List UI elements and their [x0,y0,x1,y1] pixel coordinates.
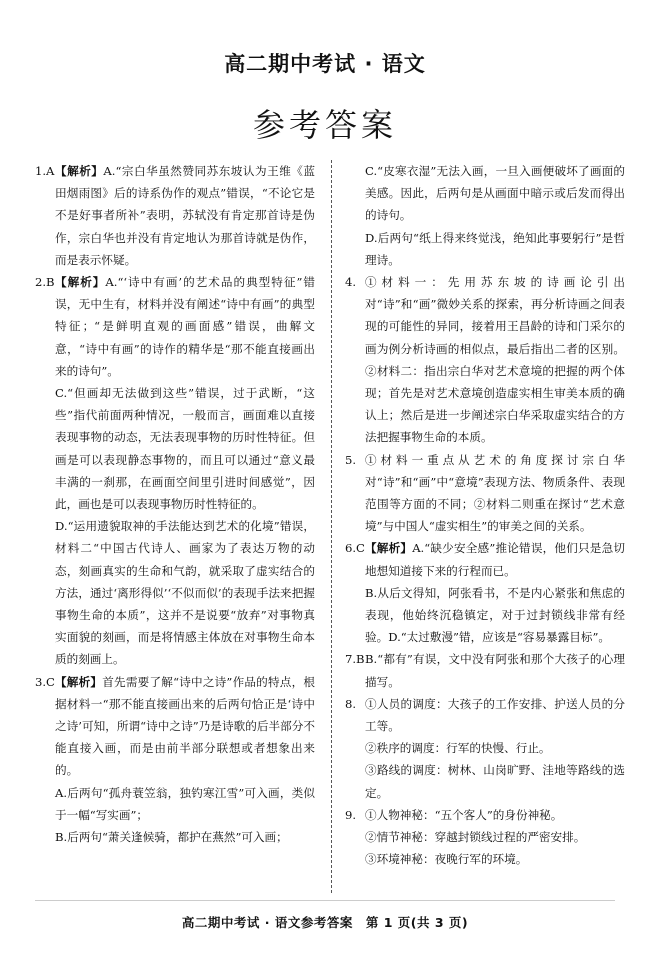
answer-item [345,449,625,538]
answer-item [35,671,315,849]
answer-item [35,160,315,271]
answer-item [345,648,625,692]
question-number: 9. [345,807,357,822]
analysis-tag: 【解析】 [55,164,104,178]
answer-text: ②秩序的调度：行军的快慢、行止。 [365,741,551,756]
answer-text: A.“宗白华虽然赞同苏东坡认为王维《蓝田烟雨图》后的诗系伪作的观点”错误，“不论它是不是好事者所补”表明，苏轼没有肯定那首诗是伪作，宗白华也并没有肯定地认为那首诗就是伪作，而是表示怀疑。 [55,164,315,267]
answer-text: A.“‘诗中有画’的艺术品的典型特征”错误，无中生有，材料并没有阐述“诗中有画”的典型特征；“是鲜明直观的画面感”错误，曲解文意，“诗中有画”的诗作的精华是“那不能直接画出来的诗句”。 [55,275,315,378]
left-column [35,160,315,848]
answer-paragraph [365,449,625,538]
question-number: 8. [345,696,357,711]
answer-text: C.“皮寒衣湿”无法入画，一旦入画便破坏了画面的美感。因此，后两句是从画面中暗示或后发而得出的诗句。 [365,164,625,223]
question-number: 4. [345,275,357,290]
page-title: 参考答案 [252,106,397,144]
answer-text: ③环境神秘：夜晚行军的环境。 [365,852,528,867]
answer-paragraph [365,693,625,737]
answer-text: ①人物神秘：“五个客人”的身份神秘。 [365,807,563,822]
answer-text: ①材料一：先用苏东坡的诗画论引出对“诗”和“画”微妙关系的探索，再分析诗画之间表现的可能性的异同，接着用王昌龄的诗和门采尔的画为例分析诗画的相似点，最后指出二者的区别。②材料二：指出宗白华对艺术意境的把握的两个体现；首先是对艺术意境创造虚实相生审美本质的确认上；然后是进一步阐述宗白华采取虚实结合的方法把握事物生命的本质。 [365,275,625,445]
question-number: 7.B [345,652,365,667]
answer-paragraph [365,227,625,271]
right-column [345,160,625,871]
answer-paragraph [55,782,315,826]
answer-item [345,537,625,648]
answer-text: D.后两句“纸上得来终觉浅，绝知此事要躬行”是哲理诗。 [365,230,625,267]
question-number: 6.C [345,541,365,556]
answer-item [345,271,625,449]
question-number: 3.C [35,674,55,689]
answer-text: B.“都有”有误，文中没有阿张和那个大孩子的心理描写。 [365,652,625,689]
page-footer: 高二期中考试 · 语文参考答案 第 1 页(共 3 页) [181,915,469,930]
answer-paragraph [365,759,625,803]
answer-paragraph [55,671,315,782]
answer-item [345,804,625,871]
question-number: 2.B [35,275,55,290]
analysis-tag: 【解析】 [55,275,106,290]
answer-text: C.“但画却无法做到这些”错误，过于武断，“这些”指代前面两种情况，一般而言，画面难以直接表现事物的动态，无法表现事物的历时性特征。但画是可以表现静态事物的，而且可以通过“意义最丰满的一刹那，在画面空间里引进时间感觉”，因此，画也是可以表现事物历时性特征的。 [55,386,315,512]
answer-paragraph [55,382,315,515]
answer-text: A.“缺少安全感”推论错误，他们只是急切地想知道接下来的行程而已。 [365,541,625,578]
answer-paragraph [365,160,625,227]
answer-paragraph [365,648,625,692]
analysis-tag: 【解析】 [365,541,413,556]
answer-text: B.从后文得知，阿张看书，不是内心紧张和焦虑的表现，他始终沉稳镇定，对于过封锁线非常有经验。D.“太过敷漫”错，应该是“容易暴露目标”。 [365,585,625,645]
answer-text: ①人员的调度：大孩子的工作安排、护送人员的分工等。 [365,696,625,734]
column-divider [331,160,332,893]
answer-paragraph [55,271,315,382]
footer-rule [35,900,615,901]
answer-paragraph [55,826,315,848]
analysis-tag: 【解析】 [55,674,103,689]
answer-item [345,160,625,271]
question-number: 1.A [35,164,55,178]
answer-paragraph [55,160,315,271]
answer-paragraph [365,582,625,649]
answer-paragraph [55,515,315,670]
answer-item [345,693,625,804]
answer-text: ③路线的调度：树林、山岗旷野、洼地等路线的选定。 [365,763,625,800]
answer-paragraph [365,537,625,581]
answer-paragraph [365,848,625,870]
answer-paragraph [365,826,625,848]
question-number: 5. [345,452,357,467]
answer-text: D.“运用遗貌取神的手法能达到艺术的化境”错误，材料二“中国古代诗人、画家为了表达万物的动态，刻画真实的生命和气韵，就采取了虚实结合的方法，通过‘离形得似’‘不似而似’的表现手法来把握事物生命的本质”，这并不是说要“放弃”对事物真实面貌的刻画，而是将情感主体放在对事物生命本质的刻画上。 [55,519,315,667]
answer-text: ②情节神秘：穿越封锁线过程的严密安排。 [365,830,586,845]
answer-paragraph [365,737,625,759]
header-title: 高二期中考试 · 语文 [224,52,426,76]
answer-paragraph [365,271,625,449]
answer-paragraph [365,804,625,826]
answer-text: A.后两句“孤舟蓑笠翁，独钓寒江雪”可入画，类似于一幅“写实画”； [55,785,315,822]
answer-text: B.后两句“萧关逢候骑，都护在燕然”可入画； [55,830,288,845]
answer-text: 首先需要了解“诗中之诗”作品的特点，根据材料一“那不能直接画出来的后两句恰正是‘诗中之诗’可知，所谓“诗中之诗”乃是诗歌的后半部分不能直接入画，而是由前半部分联想或者想象出来的。 [55,674,315,778]
answer-text: ①材料一重点从艺术的角度探讨宗白华对“诗”和“画”中“意境”表现方法、物质条件、表现范围等方面的不同；②材料二则重在探讨“艺术意境”与中国人“虚实相生”的审美之间的关系。 [365,452,625,534]
answer-item [35,271,315,671]
